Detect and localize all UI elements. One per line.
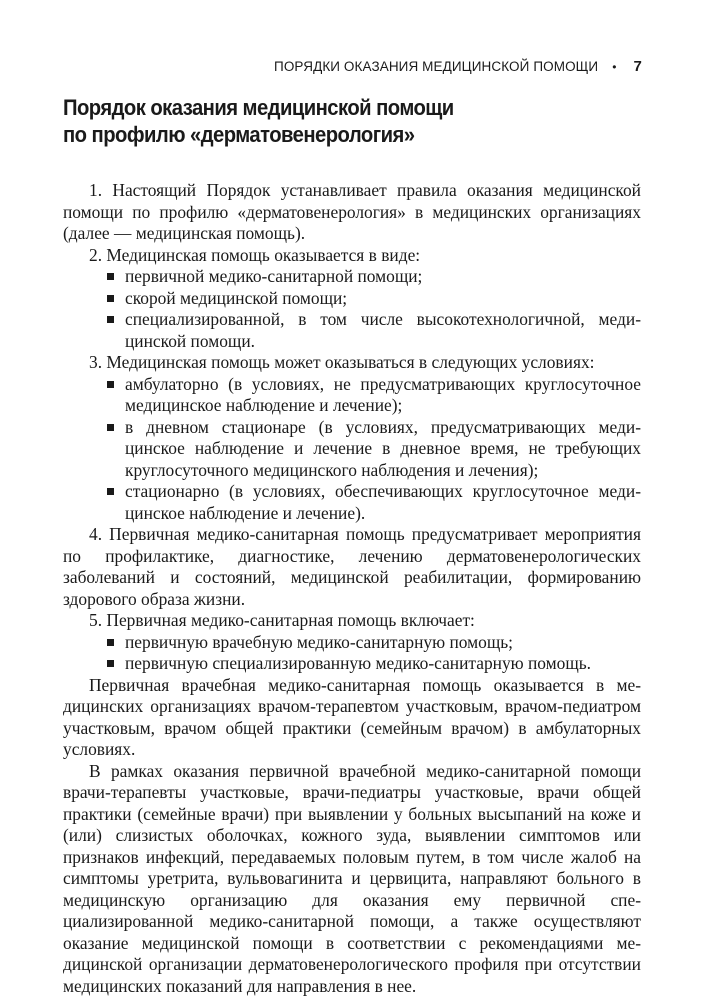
list-item xyxy=(125,374,641,417)
document-body xyxy=(63,180,641,997)
paragraph-4: 4. Первичная медико-санитарная помощь предусматривает мероприятия по профилактике, диагностике, лечению дерматовенерологических заболеваний и состояний, медицинской реабилитации, формированию здорового образа жизни. xyxy=(63,524,641,609)
bullet-square-icon xyxy=(107,295,114,302)
list-item xyxy=(125,653,641,675)
paragraph-1: 1. Настоящий Порядок устанавливает правила оказания медицинской помощи по профилю «дерматовенерология» в медицинских организациях (далее — медицинская помощь). xyxy=(63,180,641,243)
list-item-text: специализированной, в том числе высокотехнологичной, медицинской помощи. xyxy=(125,309,641,351)
paragraph-7: В рамках оказания первичной врачебной медико-санитарной помощи врачи-терапевты участковые, врачи-педиатры участковые, врачи общей практики (семейные врачи) при выявлении у больных высыпаний на коже и (или) слизистых оболочках, кожного зуда, выявлении симптомов или признаков инфекций, передаваемых половым путем, в том числе жалоб на симптомы уретрита, вульвовагинита и цервицита, направляют больного в медицинскую организацию для оказания ему первичной специализированной медико-санитарной помощи, а также осуществляют оказание медицинской помощи в соответствии с рекомендациями медицинской организации дерматовенерологического профиля при отсутствии медицинских показаний для направления в нее. xyxy=(63,760,641,996)
list-item xyxy=(125,632,641,654)
primary-care-list xyxy=(63,632,641,675)
running-header xyxy=(274,58,642,75)
list-item-text: первичной медико-санитарной помощи; xyxy=(125,266,423,286)
bullet-square-icon xyxy=(107,488,114,495)
bullet-square-icon xyxy=(107,639,114,646)
bullet-square-icon xyxy=(107,660,114,667)
paragraph-5: 5. Первичная медико-санитарная помощь включает: xyxy=(89,610,475,630)
list-item-text: первичную врачебную медико-санитарную помощь; xyxy=(125,631,513,652)
list-item-text: амбулаторно (в условиях, не предусматривающих круглосуточное медицинское наблюдение и лечение); xyxy=(125,373,641,415)
bullet-square-icon xyxy=(107,273,114,280)
list-item xyxy=(125,309,641,352)
list-item xyxy=(125,266,641,288)
header-separator: • xyxy=(612,59,617,74)
care-conditions-list xyxy=(63,374,641,525)
paragraph-3: 3. Медицинская помощь может оказываться в следующих условиях: xyxy=(89,352,595,372)
list-item xyxy=(125,417,641,482)
list-item xyxy=(125,288,641,310)
bullet-square-icon xyxy=(107,381,114,388)
paragraph-6: Первичная врачебная медико-санитарная помощь оказывается в медицинских организациях врачом-терапевтом участковым, врачом-педиатром участковым, врачом общей практики (семейным врачом) в амбулаторных условиях. xyxy=(63,674,641,759)
section-title-line-2: по профилю «дерматовенерология» xyxy=(63,122,415,147)
list-item xyxy=(125,481,641,524)
list-item-text: скорой медицинской помощи; xyxy=(125,287,348,308)
section-title xyxy=(63,94,597,148)
bullet-square-icon xyxy=(107,316,114,323)
list-item-text: в дневном стационаре (в условиях, предусматривающих медицинское наблюдение и лечение в дневное время, не требующих круглосуточного медицинского наблюдения и лечения); xyxy=(125,416,641,480)
list-item-text: стационарно (в условиях, обеспечивающих круглосуточное медицинское наблюдение и лечение). xyxy=(125,481,641,523)
list-item-text: первичную специализированную медико-санитарную помощь. xyxy=(125,653,592,673)
page-number: 7 xyxy=(633,58,642,75)
section-title-line-1: Порядок оказания медицинской помощи xyxy=(63,95,454,120)
running-title: ПОРЯДКИ ОКАЗАНИЯ МЕДИЦИНСКОЙ ПОМОЩИ xyxy=(274,59,599,74)
bullet-square-icon xyxy=(107,424,114,431)
care-types-list xyxy=(63,266,641,352)
paragraph-2: 2. Медицинская помощь оказывается в виде: xyxy=(89,244,421,265)
